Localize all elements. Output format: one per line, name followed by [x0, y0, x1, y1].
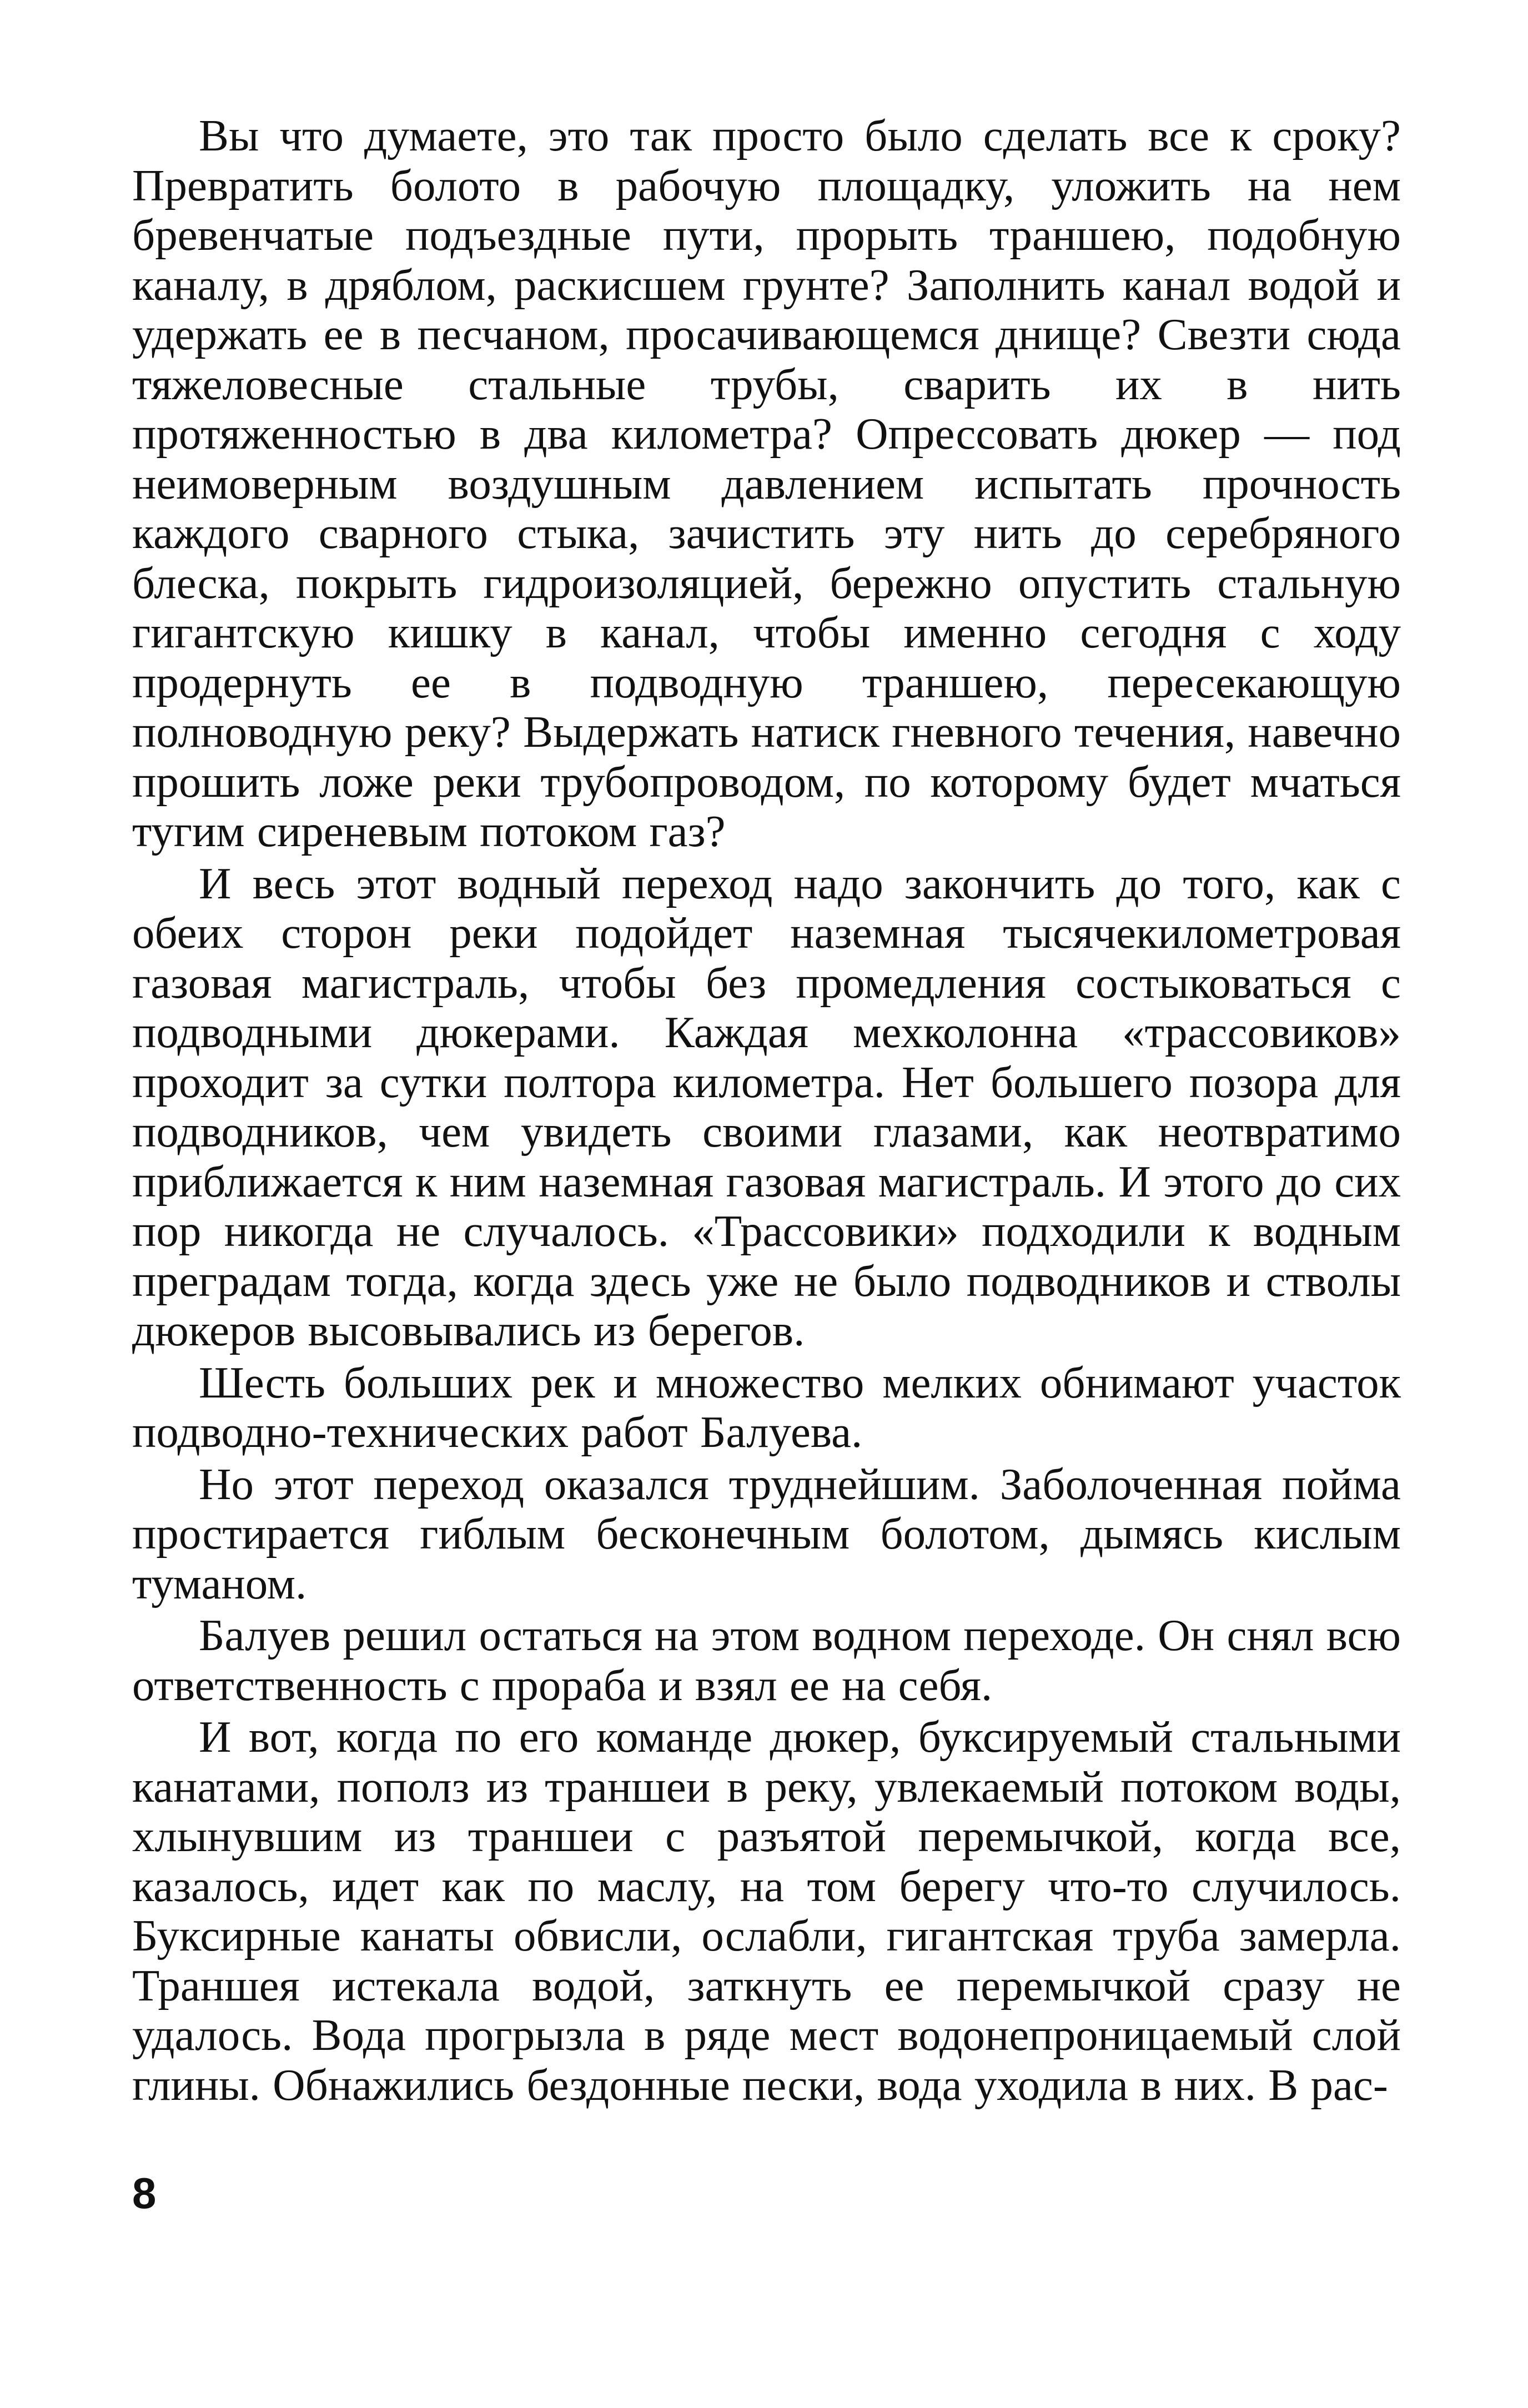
paragraph: Но этот переход оказался труднейшим. Заболоченная пойма простирается гиблым бесконечным болотом, дымясь кислым туманом.	[132, 1459, 1401, 1608]
paragraph: И вот, когда по его команде дюкер, буксируемый стальными канатами, пополз из траншеи в реку, увлекаемый потоком воды, хлынувшим из траншеи с разъятой перемычкой, когда все, казалось, идет как по маслу, на том берегу что-то случилось. Буксирные канаты обвисли, ослабли, гигантская труба замерла. Траншея истекала водой, заткнуть ее перемычкой сразу не удалось. Вода прогрызла в ряде мест водонепроницаемый слой глины. Обнажились бездонные пески, вода уходила в них. В рас-	[132, 1712, 1401, 2110]
paragraph: Вы что думаете, это так просто было сделать все к сроку? Превратить болото в рабочую площадку, уложить на нем бревенчатые подъездные пути, прорыть траншею, подобную каналу, в дряблом, раскисшем грунте? Заполнить канал водой и удержать ее в песчаном, просачивающемся днище? Свезти сюда тяжеловесные стальные трубы, сварить их в нить протяженностью в два километра? Опрессовать дюкер — под неимоверным воздушным давлением испытать прочность каждого сварного стыка, зачистить эту нить до серебряного блеска, покрыть гидроизоляцией, бережно опустить стальную гигантскую кишку в канал, чтобы именно сегодня с ходу продернуть ее в подводную траншею, пересекающую полноводную реку? Выдержать натиск гневного течения, навечно прошить ложе реки трубопроводом, по которому будет мчаться тугим сиреневым потоком газ?	[132, 110, 1401, 856]
page-body	[132, 111, 1401, 2110]
page-number: 8	[132, 2169, 157, 2218]
paragraph: И весь этот водный переход надо закончить до того, как с обеих сторон реки подойдет наземная тысячекилометровая газовая магистраль, чтобы без промедления состыковаться с подводными дюкерами. Каждая мехколонна «трассовиков» проходит за сутки полтора километра. Нет большего позора для подводников, чем увидеть своими глазами, как неотвратимо приближается к ним наземная газовая магистраль. И этого до сих пор никогда не случалось. «Трассовики» подходили к водным преградам тогда, когда здесь уже не было подводников и стволы дюкеров высовывались из берегов.	[132, 858, 1401, 1355]
paragraph: Балуев решил остаться на этом водном переходе. Он снял всю ответственность с прораба и взял ее на себя.	[132, 1610, 1401, 1710]
paragraph: Шесть больших рек и множество мелких обнимают участок подводно-технических работ Балуева.	[132, 1357, 1401, 1457]
